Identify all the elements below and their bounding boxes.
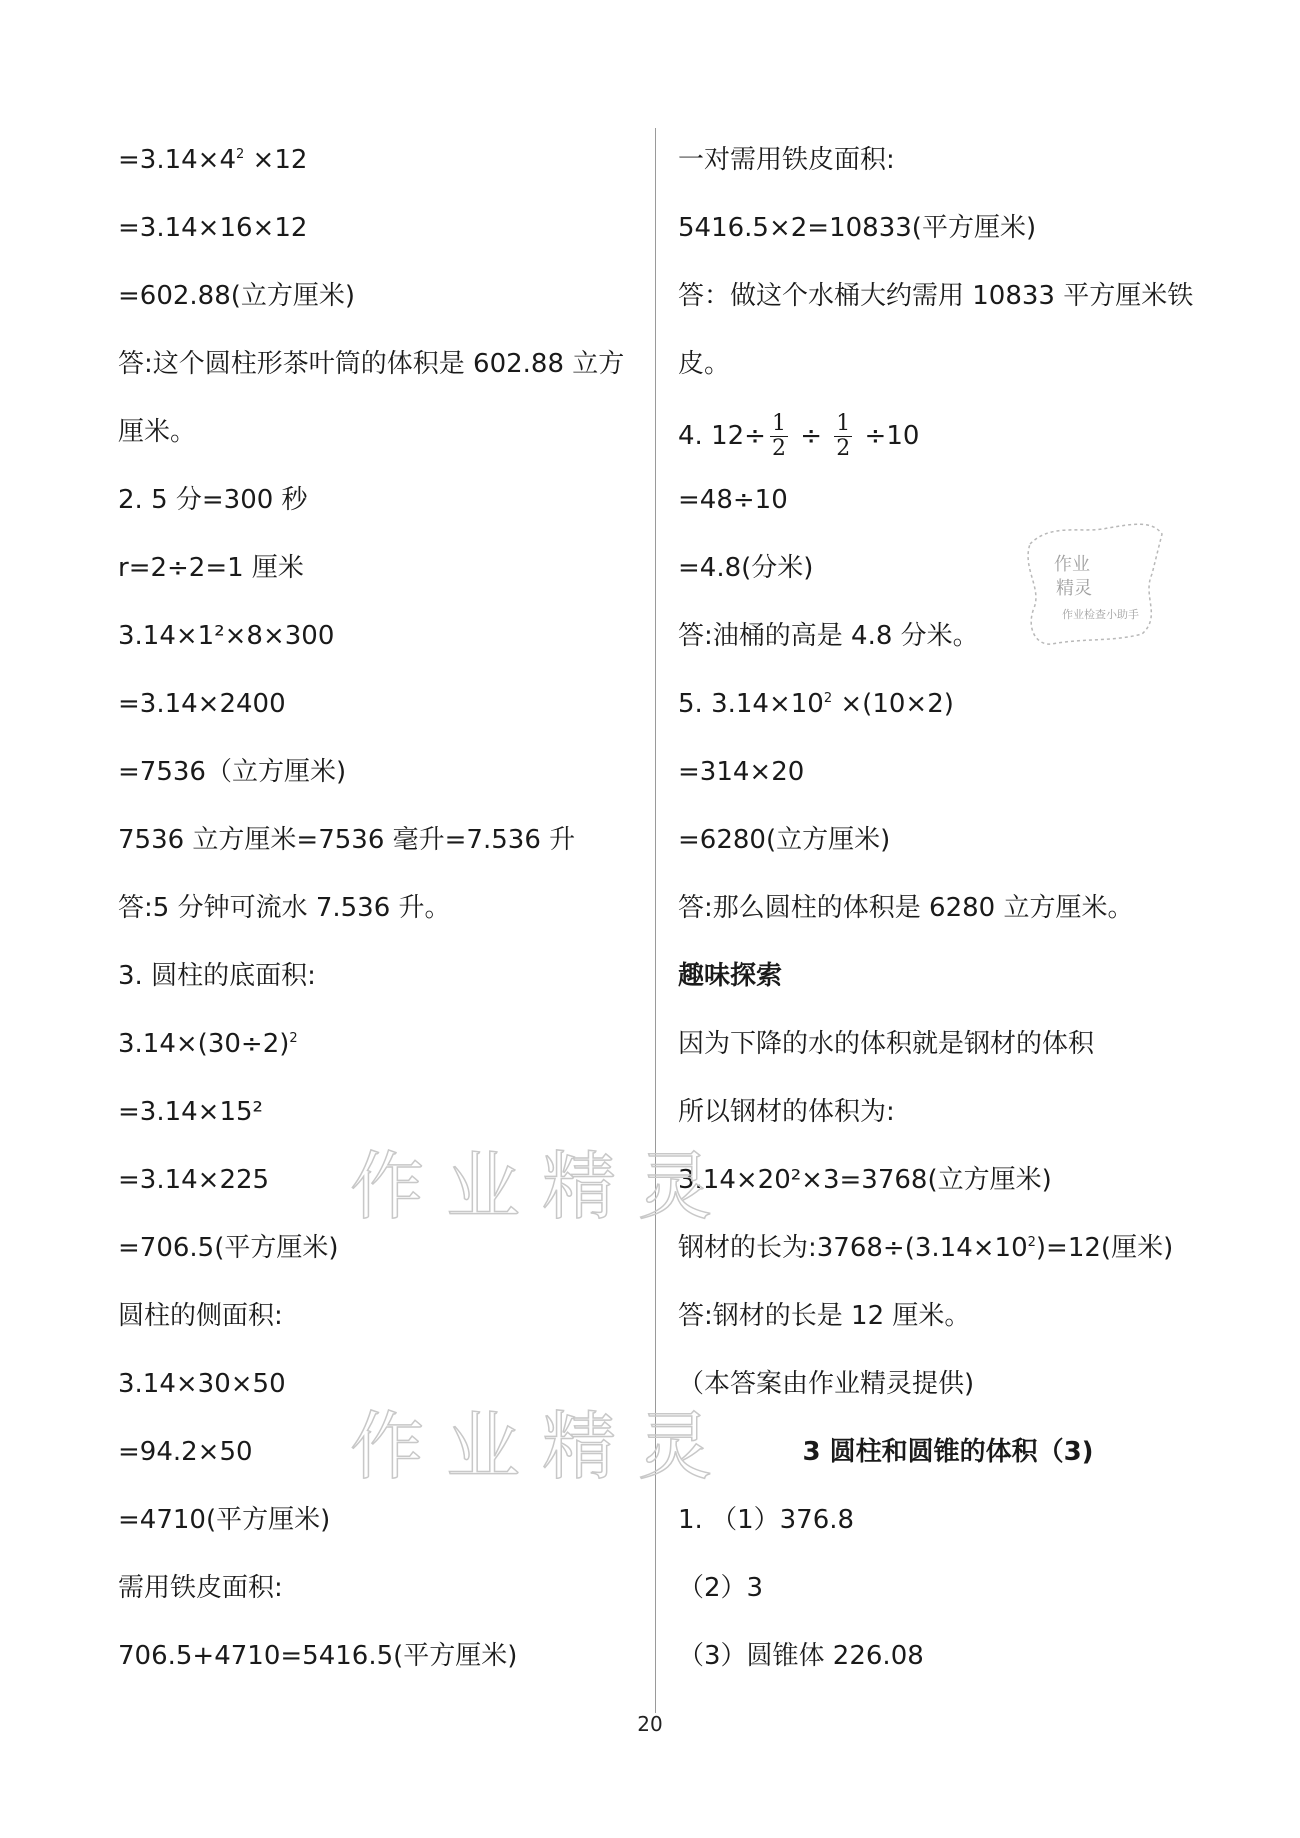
text-line: （3）圆锥体 226.08 <box>678 1641 924 1671</box>
section-heading: 趣味探索 <box>678 961 783 991</box>
text-line: =314×20 <box>678 757 805 787</box>
text-line: 答:这个圆柱形茶叶筒的体积是 602.88 立方 <box>118 349 625 379</box>
text-line: 5416.5×2=10833(平方厘米) <box>678 213 1037 243</box>
page-number: 20 <box>637 1712 663 1736</box>
text-line: =3.14×16×12 <box>118 213 308 243</box>
text-line: 一对需用铁皮面积: <box>678 145 895 175</box>
text-line: 钢材的长为$:3768\div(3.14\times 10^2)=12$(厘米) <box>678 1233 1174 1263</box>
text-line: =706.5(平方厘米) <box>118 1233 339 1263</box>
text-line: =3.14×15² <box>118 1097 263 1127</box>
text-line: 圆柱的侧面积: <box>118 1301 283 1331</box>
text-line: 1. （1）376.8 <box>678 1505 855 1535</box>
watermark-text: 作业精灵 <box>350 1404 734 1490</box>
text-line: 4. 12÷ $\frac{1}{2}$ ÷ $\frac{1}{2}$ ÷10 <box>678 411 920 461</box>
stamp-title: 作业 <box>1054 554 1090 575</box>
text-line: 答:5 分钟可流水 7.536 升。 <box>118 893 451 923</box>
stamp-caption: 作业检查小助手 <box>1062 608 1139 621</box>
text-line: =6280(立方厘米) <box>678 825 891 855</box>
text-line: 3.14×30×50 <box>118 1369 286 1399</box>
text-line: 2. 5 分=300 秒 <box>118 485 308 515</box>
text-line: 答：做这个水桶大约需用 10833 平方厘米铁 <box>678 281 1194 311</box>
text-line: $=3.14\times 4^2 \times 12$ <box>118 145 308 175</box>
text-line: 3.14×20²×3=3768(立方厘米) <box>678 1165 1052 1195</box>
text-line: 答:那么圆柱的体积是 6280 立方厘米。 <box>678 893 1134 923</box>
text-line: =48÷10 <box>678 485 788 515</box>
right-column <box>678 140 1218 1704</box>
text-line: =4.8(分米) <box>678 553 814 583</box>
fraction: $\frac{1}{2}$ <box>836 411 851 461</box>
text-line: 所以钢材的体积为: <box>678 1097 895 1127</box>
fraction: $\frac{1}{2}$ <box>771 411 786 461</box>
text-line: =94.2×50 <box>118 1437 253 1467</box>
chapter-heading: 3 圆柱和圆锥的体积（3) <box>802 1437 1094 1467</box>
text-line: =7536（立方厘米) <box>118 757 347 787</box>
text-line: 5. $3.14\times 10^2 \times(10\times 2)$ <box>678 689 954 719</box>
text-line: 皮。 <box>678 349 731 379</box>
text-line: 3. 圆柱的底面积: <box>118 961 316 991</box>
stamp-sub: 精灵 <box>1056 578 1092 599</box>
text-line: 因为下降的水的体积就是钢材的体积 <box>678 1029 1095 1059</box>
text-line: $3.14\times(30\div 2)^2$ <box>118 1029 298 1059</box>
stamp-frame-icon <box>1012 516 1172 656</box>
text-line: =3.14×2400 <box>118 689 286 719</box>
watermark-stamp <box>1012 516 1172 656</box>
text-line: 7536 立方厘米=7536 毫升=7.536 升 <box>118 825 576 855</box>
text-line: r=2÷2=1 厘米 <box>118 553 304 583</box>
watermark-text: 作业精灵 <box>350 1144 734 1230</box>
text-line: 厘米。 <box>118 417 197 447</box>
text-line: 需用铁皮面积: <box>118 1573 283 1603</box>
text-line: 3.14×1²×8×300 <box>118 621 335 651</box>
text-line: 706.5+4710=5416.5(平方厘米) <box>118 1641 518 1671</box>
text-line: 答:钢材的长是 12 厘米。 <box>678 1301 971 1331</box>
text-line: （2）3 <box>678 1573 764 1603</box>
text-line: =602.88(立方厘米) <box>118 281 356 311</box>
text-line: =4710(平方厘米) <box>118 1505 331 1535</box>
text-line: 答:油桶的高是 4.8 分米。 <box>678 621 979 651</box>
text-line: =3.14×225 <box>118 1165 270 1195</box>
text-line: （本答案由作业精灵提供) <box>678 1369 975 1399</box>
